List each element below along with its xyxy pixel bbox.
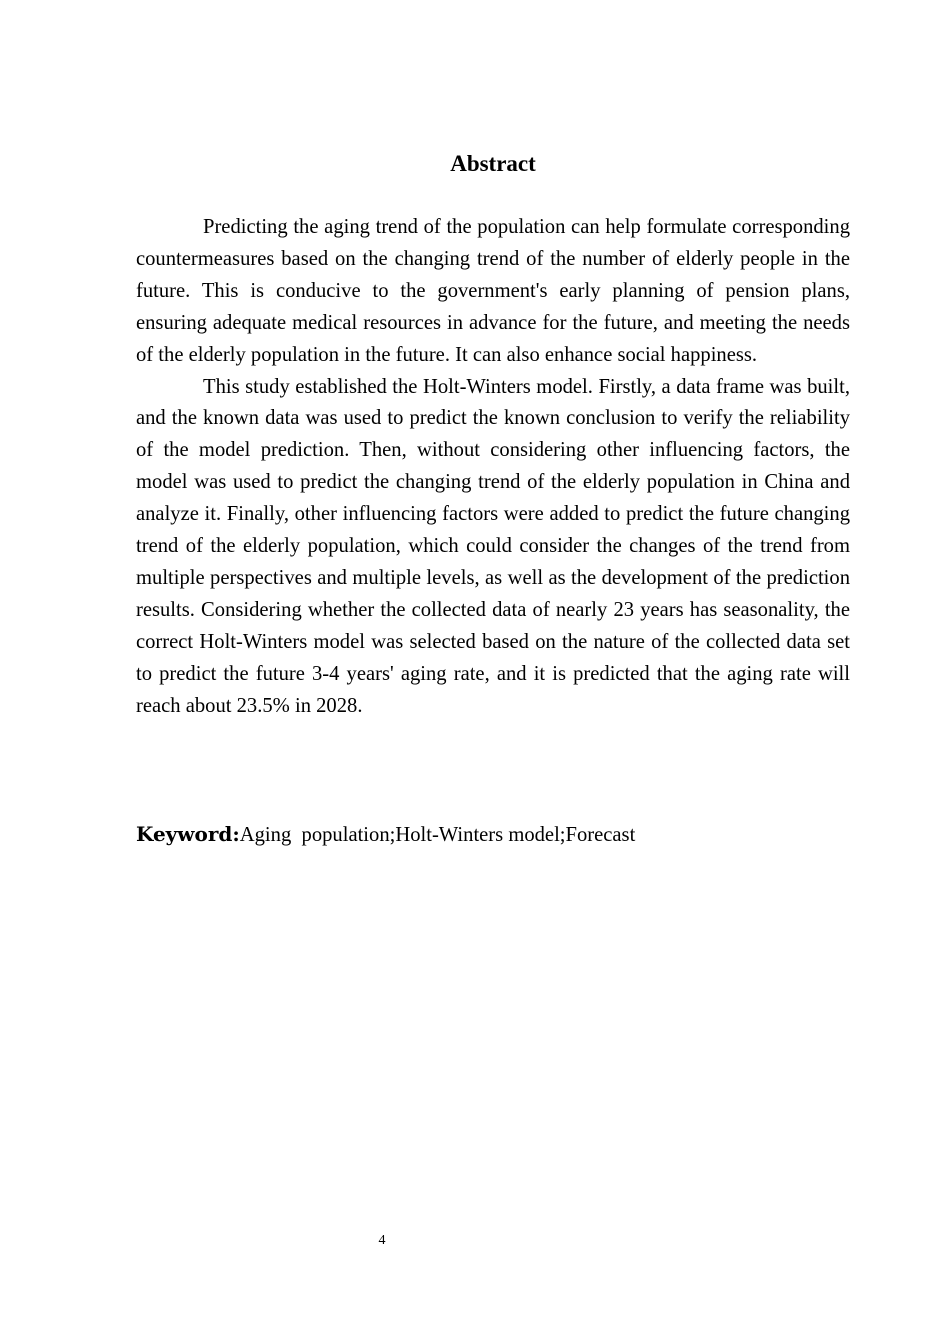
- abstract-paragraph-2: This study established the Holt-Winters model. Firstly, a data frame was built, and the known data was used to predict the known conclusion to verify the reliability of the model prediction. Then, without considering other influencing factors, the model was used to predict the changing trend of the elderly population in China and analyze it. Finally, other influencing factors were added to predict the future changing trend of the elderly population, which could consider the changes of the trend from multiple perspectives and multiple levels, as well as the development of the prediction results. Considering whether the collected data of nearly 23 years has seasonality, the correct Holt-Winters model was selected based on the nature of the collected data set to predict the future 3-4 years' aging rate, and it is predicted that the aging rate will reach about 23.5% in 2028.: [136, 375, 850, 717]
- abstract-title: Abstract: [450, 151, 536, 176]
- abstract-body: [136, 212, 850, 723]
- keyword-text: Aging population;Holt-Winters model;Forecast: [239, 824, 636, 846]
- keyword-label: Keyword:: [136, 822, 240, 846]
- keyword-line: [136, 818, 850, 851]
- abstract-paragraph-1: Predicting the aging trend of the population can help formulate corresponding countermeasures based on the changing trend of the number of elderly people in the future. This is conducive to the government's early planning of pension plans, ensuring adequate medical resources in advance for the future, and meeting the needs of the elderly population in the future. It can also enhance social happiness.: [136, 216, 850, 366]
- page-number: 4: [378, 1233, 386, 1248]
